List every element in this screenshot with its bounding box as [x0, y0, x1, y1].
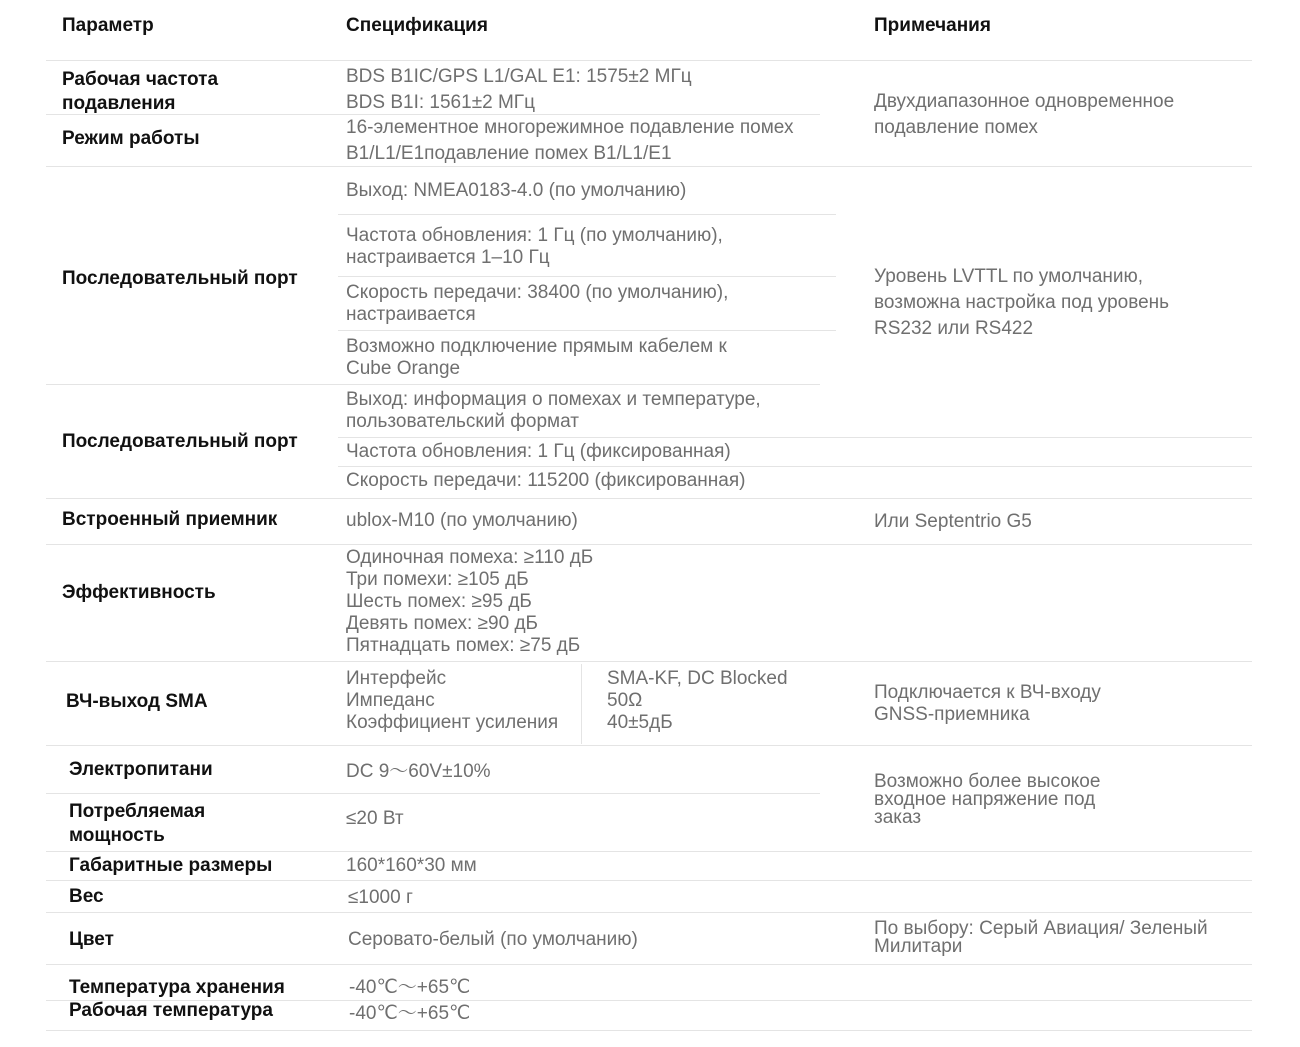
- param-efficiency: Эффективность: [62, 582, 216, 603]
- row-divider: [46, 964, 1252, 965]
- spec-line: 40±5дБ: [607, 712, 673, 733]
- spec-serial2-output: [346, 389, 761, 433]
- spec-mode-line: 16-элементное многорежимное подавление помех: [346, 117, 794, 138]
- row-divider: [46, 544, 1252, 545]
- param-storage-temperature: Температура хранения: [69, 977, 285, 998]
- spec-power: DC 9～60V±10%: [346, 761, 491, 782]
- row-divider: [338, 214, 836, 215]
- row-divider: [338, 276, 836, 277]
- note-line: возможна настройка под уровень: [874, 292, 1170, 313]
- row-divider: [46, 793, 820, 794]
- row-divider: [46, 851, 1252, 852]
- note-serial-level: [874, 264, 1169, 342]
- spec-line: Импеданс: [346, 690, 435, 711]
- note-line: входное напряжение под: [874, 789, 1096, 810]
- spec-line: Пятнадцать помех: ≥75 дБ: [346, 635, 581, 656]
- param-color: Цвет: [69, 929, 114, 950]
- spec-serial1-update-rate: [346, 225, 723, 269]
- spec-line: Cube Orange: [346, 358, 461, 379]
- row-divider: [46, 912, 1252, 913]
- note-dual-band-line: Двухдиапазонное одновременное: [874, 91, 1175, 112]
- spec-rf-values: [607, 668, 788, 734]
- spec-line: Скорость передачи: 38400 (по умолчанию),: [346, 282, 729, 303]
- param-dimensions: Габаритные размеры: [69, 855, 273, 876]
- note-power: [874, 773, 1100, 827]
- param-serial-port-1: Последовательный порт: [62, 268, 298, 289]
- spec-line: Интерфейс: [346, 668, 447, 689]
- param-rf-output: ВЧ-выход SMA: [66, 691, 208, 712]
- row-divider: [46, 880, 1252, 881]
- param-line: мощность: [69, 825, 165, 846]
- spec-rf-labels: [346, 668, 558, 734]
- row-divider: [338, 437, 1252, 438]
- spec-working-temperature: -40℃～+65℃: [349, 1003, 471, 1024]
- param-frequency: [62, 68, 218, 116]
- spec-serial1-baud: [346, 282, 728, 326]
- spec-efficiency: [346, 547, 593, 657]
- param-frequency-line: подавления: [62, 93, 176, 114]
- row-divider: [46, 1030, 1252, 1031]
- spec-line: Три помехи: ≥105 дБ: [346, 569, 529, 590]
- spec-dimensions: 160*160*30 мм: [346, 855, 477, 876]
- spec-line: Коэффициент усиления: [346, 712, 559, 733]
- note-color: [874, 920, 1208, 956]
- row-divider: [46, 661, 1252, 662]
- param-serial-port-2: Последовательный порт: [62, 431, 298, 452]
- column-divider: [581, 664, 582, 744]
- row-divider: [46, 384, 820, 385]
- row-divider: [46, 60, 1252, 61]
- spec-serial2-update-rate: Частота обновления: 1 Гц (фиксированная): [346, 441, 731, 462]
- note-dual-band-line: подавление помех: [874, 117, 1038, 138]
- spec-serial1-cable: [346, 336, 727, 380]
- header-parameter: Параметр: [62, 15, 154, 36]
- spec-frequency-line: BDS B1IC/GPS L1/GAL E1: 1575±2 МГц: [346, 66, 692, 87]
- param-mode: Режим работы: [62, 128, 200, 149]
- spec-frequency-line: BDS B1I: 1561±2 МГц: [346, 92, 535, 113]
- note-line: Подключается к ВЧ-входу: [874, 682, 1101, 703]
- spec-serial1-output: Выход: NMEA0183-4.0 (по умолчанию): [346, 180, 687, 201]
- spec-line: настраивается: [346, 304, 476, 325]
- note-line: Милитари: [874, 936, 963, 957]
- note-rf: [874, 682, 1101, 726]
- spec-line: Возможно подключение прямым кабелем к: [346, 336, 727, 357]
- spec-color: Серовато-белый (по умолчанию): [348, 929, 638, 950]
- row-divider: [338, 330, 836, 331]
- spec-weight: ≤1000 г: [348, 887, 413, 908]
- header-specification: Спецификация: [346, 15, 488, 36]
- spec-line: Девять помех: ≥90 дБ: [346, 613, 539, 634]
- spec-receiver: ublox-M10 (по умолчанию): [346, 510, 578, 531]
- param-line: Потребляемая: [69, 801, 206, 822]
- spec-line: 50Ω: [607, 690, 643, 711]
- row-divider: [46, 498, 1252, 499]
- row-divider: [338, 466, 1252, 467]
- spec-storage-temperature: -40℃～+65℃: [349, 977, 471, 998]
- param-power: Электропитани: [69, 759, 213, 780]
- note-line: Возможно более высокое: [874, 771, 1101, 792]
- spec-serial2-baud: Скорость передачи: 115200 (фиксированная): [346, 470, 746, 491]
- row-divider: [46, 745, 1252, 746]
- spec-line: SMA-KF, DC Blocked: [607, 668, 788, 689]
- spec-line: Одиночная помеха: ≥110 дБ: [346, 547, 594, 568]
- spec-mode: [346, 115, 793, 167]
- note-receiver: Или Septentrio G5: [874, 511, 1032, 532]
- param-receiver: Встроенный приемник: [62, 509, 278, 530]
- param-working-temperature: Рабочая температура: [69, 1000, 273, 1021]
- note-line: заказ: [874, 807, 922, 828]
- param-consumption: [69, 800, 205, 848]
- note-line: Уровень LVTTL по умолчанию,: [874, 266, 1144, 287]
- spec-line: Частота обновления: 1 Гц (по умолчанию),: [346, 225, 723, 246]
- note-dual-band: [874, 89, 1174, 141]
- spec-consumption: ≤20 Вт: [346, 808, 404, 829]
- spec-frequency: [346, 64, 692, 116]
- note-line: RS232 или RS422: [874, 318, 1034, 339]
- spec-line: Шесть помех: ≥95 дБ: [346, 591, 532, 612]
- header-notes: Примечания: [874, 15, 991, 36]
- spec-line: Выход: информация о помехах и температуре,: [346, 389, 761, 410]
- param-frequency-line: Рабочая частота: [62, 69, 219, 90]
- spec-line: пользовательский формат: [346, 411, 579, 432]
- param-weight: Вес: [69, 886, 104, 907]
- note-line: По выбору: Серый Авиация/ Зеленый: [874, 918, 1208, 939]
- spec-mode-line: B1/L1/E1подавление помех B1/L1/E1: [346, 143, 672, 164]
- spec-line: настраивается 1–10 Гц: [346, 247, 550, 268]
- note-line: GNSS-приемника: [874, 704, 1030, 725]
